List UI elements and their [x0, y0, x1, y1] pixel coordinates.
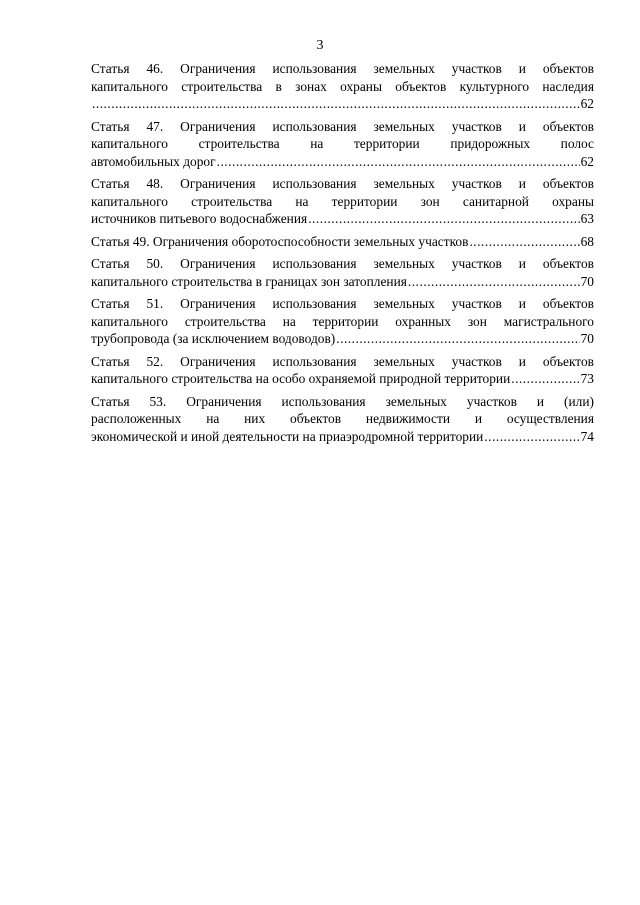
- toc-dot-leader: [484, 428, 579, 446]
- toc-entry-text: автомобильных дорог: [91, 153, 216, 169]
- table-of-contents: [91, 60, 594, 450]
- toc-entry-text-line: Статья 47. Ограничения использования земельных участков и объектов: [91, 118, 594, 134]
- toc-entry-last-line: [91, 153, 594, 171]
- toc-entry-last-line: [91, 370, 594, 388]
- toc-entry-last-line: [91, 233, 594, 251]
- toc-entry-text: капитального строительства на особо охраняемой природной территории: [91, 371, 511, 386]
- toc-entry-article-52[interactable]: [91, 353, 594, 388]
- toc-dot-leader: [92, 95, 580, 113]
- toc-entry-text-line: Статья 48. Ограничения использования земельных участков и объектов: [91, 176, 594, 191]
- toc-entry-last-line: [91, 95, 594, 113]
- toc-entry-last-line: [91, 428, 594, 446]
- toc-entry-text: Статья 49. Ограничения оборотоспособности земельных участков: [91, 233, 469, 249]
- toc-page-ref: 70: [580, 331, 594, 346]
- toc-entry-text-line: Статья 52. Ограничения использования земельных участков и объектов: [91, 353, 594, 369]
- toc-page-ref: 62: [580, 96, 594, 111]
- toc-dot-leader: [217, 153, 580, 171]
- toc-dot-leader: [511, 370, 579, 388]
- toc-dot-leader: [336, 330, 579, 348]
- toc-entry-text-line: капитального строительства на территории охранных зон магистрального: [91, 313, 594, 329]
- toc-entry-text-line: Статья 50. Ограничения использования земельных участков и объектов: [91, 256, 594, 271]
- toc-entry-text-line: Статья 53. Ограничения использования земельных участков и (или): [91, 393, 594, 409]
- toc-page-ref: 73: [580, 371, 594, 386]
- page-number: 3: [316, 38, 324, 53]
- toc-entry-text: капитального строительства в границах зон затопления: [91, 273, 407, 289]
- toc-entry-last-line: [91, 330, 594, 348]
- toc-entry-last-line: [91, 210, 594, 228]
- toc-entry-article-50[interactable]: [91, 255, 594, 290]
- toc-entry-text: трубопровода (за исключением водоводов): [91, 331, 336, 346]
- toc-entry-text-line: Статья 51. Ограничения использования земельных участков и объектов: [91, 296, 594, 311]
- toc-page-ref: 70: [580, 273, 594, 289]
- toc-dot-leader: [408, 273, 580, 291]
- toc-dot-leader: [308, 210, 579, 228]
- toc-entry-article-48[interactable]: [91, 175, 594, 228]
- toc-entry-text-line: капитального строительства в зонах охраны объектов культурного наследия: [91, 78, 594, 94]
- toc-entry-article-47[interactable]: [91, 118, 594, 171]
- toc-page-ref: 63: [580, 211, 594, 226]
- toc-entry-article-46[interactable]: [91, 60, 594, 113]
- toc-entry-article-53[interactable]: [91, 393, 594, 446]
- toc-entry-text-line: расположенных на них объектов недвижимости и осуществления: [91, 411, 594, 426]
- toc-entry-text: источников питьевого водоснабжения: [91, 211, 308, 226]
- toc-entry-article-51[interactable]: [91, 295, 594, 348]
- toc-dot-leader: [469, 233, 579, 251]
- toc-entry-text-line: капитального строительства на территории зон санитарной охраны: [91, 193, 594, 209]
- toc-page-ref: 62: [580, 153, 594, 169]
- toc-entry-text-line: капитального строительства на территории придорожных полос: [91, 136, 594, 151]
- toc-entry-text: экономической и иной деятельности на приаэродромной территории: [91, 428, 484, 444]
- toc-entry-article-49[interactable]: [91, 233, 594, 251]
- toc-page-ref: 74: [580, 428, 594, 444]
- toc-entry-last-line: [91, 273, 594, 291]
- toc-page-ref: 68: [580, 233, 594, 249]
- toc-entry-text-line: Статья 46. Ограничения использования земельных участков и объектов: [91, 61, 594, 76]
